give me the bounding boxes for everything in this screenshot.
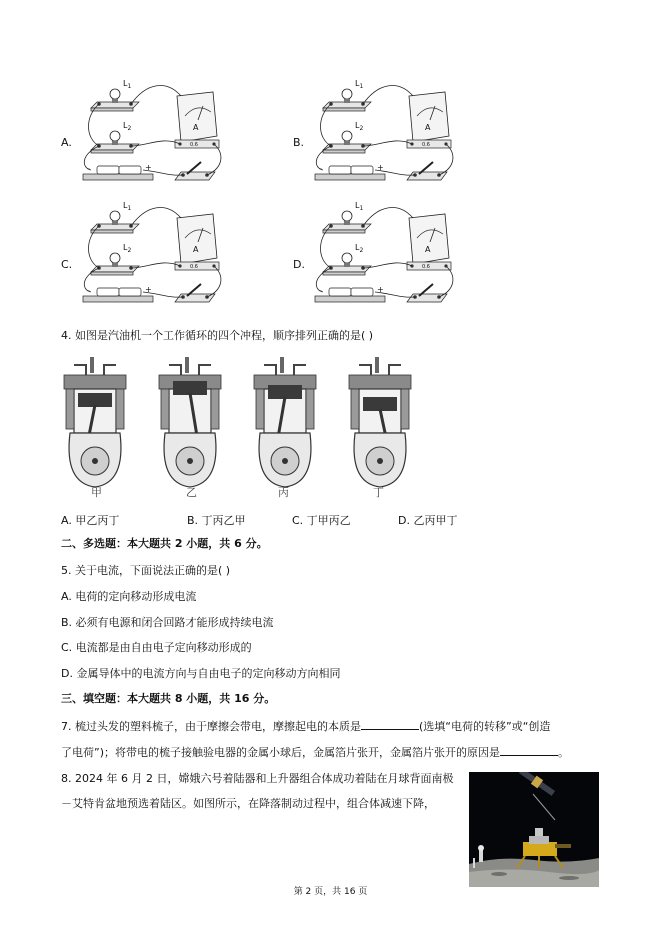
battery-plus-label: + <box>377 163 384 172</box>
circuit-svg <box>309 198 459 316</box>
bulb-l1-icon <box>342 89 352 99</box>
ammeter-label: A <box>425 123 431 132</box>
ammeter-icon <box>409 214 449 264</box>
q7-line2 <box>61 745 569 760</box>
q7-line1-text-b: (选填“电荷的转移”或“创造 <box>419 720 551 733</box>
ammeter-label: A <box>193 123 199 132</box>
q7-answer-blank-2[interactable] <box>500 745 558 756</box>
q7-line2-text-b: 。 <box>558 746 569 759</box>
battery-plus-label: + <box>145 285 152 294</box>
q3-option-letter-d: D. <box>293 258 305 271</box>
bulb-l2-label: $L_2$ <box>123 243 132 254</box>
ammeter-scale-label: 0.6 <box>422 142 430 148</box>
bulb-l2-label: $L_2$ <box>355 121 364 132</box>
section2-title: 二、多选题：本大题共 2 小题，共 6 分。 <box>61 537 268 550</box>
section3-title: 三、填空题：本大题共 8 小题，共 16 分。 <box>61 692 276 705</box>
q3-option-letter-a: A. <box>61 136 72 149</box>
circuit-diagram-a <box>77 76 227 194</box>
ammeter-scale-label: 0.6 <box>422 264 430 270</box>
q4-option-a: A. 甲乙丙丁 <box>61 514 120 527</box>
battery-minus-label: - <box>87 164 90 173</box>
bulb-l1-label: $L_1$ <box>355 201 364 212</box>
q4-option-c: C. 丁甲丙乙 <box>292 514 351 527</box>
bulb-l1-icon <box>342 211 352 221</box>
ammeter-icon <box>409 92 449 142</box>
q3-option-letter-c: C. <box>61 258 73 271</box>
switch-icon <box>175 172 215 180</box>
bulb-l1-icon <box>110 211 120 221</box>
ammeter-scale-label: 0.6 <box>190 142 198 148</box>
bulb-l1-label: $L_1$ <box>123 201 132 212</box>
battery-minus-label: - <box>87 286 90 295</box>
ammeter-label: A <box>193 245 199 254</box>
page-footer: 第 2 页，共 16 页 <box>293 887 368 897</box>
engine-stroke-jia-image <box>60 355 130 495</box>
battery-plus-label: + <box>145 163 152 172</box>
q8-line1: 8. 2024 年 6 月 2 日，嫦娥六号着陆器和上升器组合体成功着陆在月球背面南极 <box>61 772 454 785</box>
engine-label-yi: 乙 <box>186 486 197 499</box>
q7-line1 <box>61 719 550 734</box>
q5-option-c: C. 电流都是由自由电子定向移动形成的 <box>61 641 252 654</box>
engine-stroke-ding-image <box>345 355 415 495</box>
switch-icon <box>407 172 447 180</box>
bulb-l1-label: $L_1$ <box>355 79 364 90</box>
ammeter-icon <box>177 214 217 264</box>
lunar-lander-photo <box>469 772 599 887</box>
q7-line1-text-a: 7. 梳过头发的塑料梳子，由于摩擦会带电，摩擦起电的本质是 <box>61 720 361 733</box>
bulb-l2-label: $L_2$ <box>355 243 364 254</box>
bulb-l2-icon <box>342 253 352 263</box>
q4-option-d: D. 乙丙甲丁 <box>398 514 458 527</box>
engine-stroke-bing-image <box>250 355 320 495</box>
q3-option-letter-b: B. <box>293 136 305 149</box>
engine-label-bing: 丙 <box>278 486 289 499</box>
q4-option-b: B. 丁丙乙甲 <box>187 514 246 527</box>
bulb-l2-icon <box>110 131 120 141</box>
ammeter-label: A <box>425 245 431 254</box>
battery-cell-icon <box>329 288 351 296</box>
circuit-svg <box>77 76 227 194</box>
q5-option-a: A. 电荷的定向移动形成电流 <box>61 590 197 603</box>
q5-option-b: B. 必须有电源和闭合回路才能形成持续电流 <box>61 616 274 629</box>
q7-answer-blank-1[interactable] <box>361 719 419 730</box>
battery-minus-label: - <box>319 164 322 173</box>
circuit-diagram-b <box>309 76 459 194</box>
bulb-l1-icon <box>110 89 120 99</box>
battery-minus-label: - <box>319 286 322 295</box>
battery-cell-icon <box>97 166 119 174</box>
circuit-svg <box>309 76 459 194</box>
battery-plus-label: + <box>377 285 384 294</box>
circuit-diagram-d <box>309 198 459 316</box>
q4-stem: 4. 如图是汽油机一个工作循环的四个冲程，顺序排列正确的是( ) <box>61 329 374 342</box>
circuit-diagram-c <box>77 198 227 316</box>
bulb-l2-label: $L_2$ <box>123 121 132 132</box>
battery-cell-icon <box>97 288 119 296</box>
engine-label-ding: 丁 <box>373 486 384 499</box>
engine-label-jia: 甲 <box>91 486 102 499</box>
lunar-lander-illustration <box>469 772 599 887</box>
q5-option-d: D. 金属导体中的电流方向与自由电子的定向移动方向相同 <box>61 667 341 680</box>
switch-icon <box>175 294 215 302</box>
q8-line2: －艾特肯盆地预选着陆区。如图所示，在降落制动过程中，组合体减速下降， <box>61 797 435 810</box>
bulb-l1-label: $L_1$ <box>123 79 132 90</box>
q7-line2-text-a: 了电荷”)；将带电的梳子接触验电器的金属小球后，金属箔片张开，金属箔片张开的原因是 <box>61 746 500 759</box>
engine-stroke-yi-image <box>155 355 225 495</box>
battery-cell-icon <box>329 166 351 174</box>
circuit-svg <box>77 198 227 316</box>
q5-stem: 5. 关于电流，下面说法正确的是( ) <box>61 564 231 577</box>
switch-icon <box>407 294 447 302</box>
ammeter-icon <box>177 92 217 142</box>
bulb-l2-icon <box>342 131 352 141</box>
ammeter-scale-label: 0.6 <box>190 264 198 270</box>
bulb-l2-icon <box>110 253 120 263</box>
